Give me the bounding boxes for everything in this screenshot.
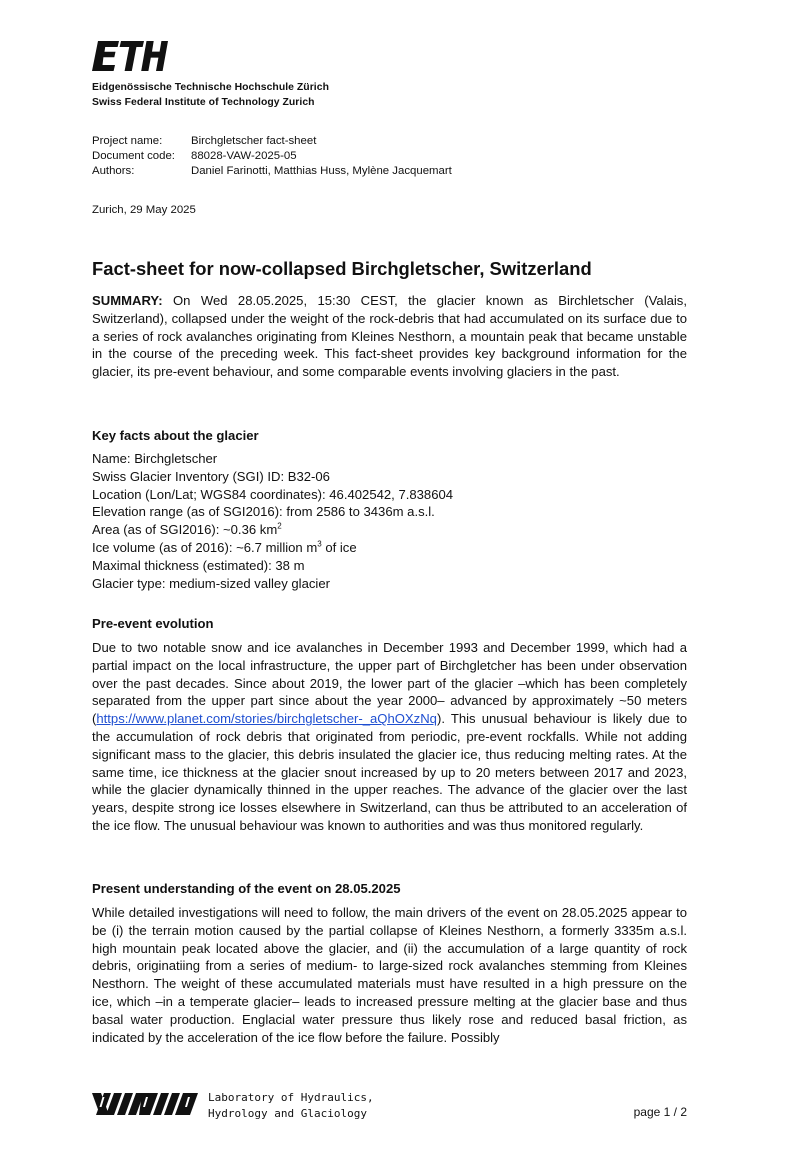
meta-row-project [92,134,452,149]
fact-sgi-id: Swiss Glacier Inventory (SGI) ID: B32-06 [92,468,330,484]
fact-area-text: Area (as of SGI2016): ~0.36 km [92,522,278,538]
meta-label: Project name: [92,135,163,147]
vaw-logo [92,1093,198,1115]
summary-paragraph [92,292,687,381]
lab-name-line2: Hydrology and Glaciology [208,1107,367,1120]
lab-name-line1: Laboratory of Hydraulics, [208,1091,374,1104]
planet-story-link[interactable]: https://www.planet.com/stories/birchgletscher-_aQhOXzNq [96,711,437,727]
meta-value: 88028-VAW-2025-05 [191,150,297,162]
document-meta [92,134,452,179]
meta-value: Daniel Farinotti, Matthias Huss, Mylène Jacquemart [191,165,452,177]
fact-area [92,521,453,539]
meta-row-authors [92,164,452,179]
institution-block [92,80,329,110]
pre-event-text-a: Due to two notable snow and ice avalanches in December 1993 and December 1999, which had a partial impact on the local infrastructure, the upper part of Birchgletcher has been under observation over the past decades. Since about 2019, the lower part of the glacier –which has been completely separated from the upper part since about the year 2000– advanced by approximately ~50 meters ( [92,640,687,727]
lab-name [208,1090,374,1122]
fact-location: Location (Lon/Lat; WGS84 coordinates): 46.402542, 7.838604 [92,486,454,502]
summary-text: On Wed 28.05.2025, 15:30 CEST, the glacier known as Birchletscher (Valais, Switzerland), collapsed under the weight of the rock-debris that had accumulated on its surface due to a series of rock avalanches originating from Kleines Nesthorn, a mountain peak that became unstable in the course of the preceding week. This fact-sheet provides key background information for the glacier, its pre-event behaviour, and some comparable events involving glaciers in the past. [92,293,687,380]
pre-event-text-b: ). This unusual behaviour is likely due to the accumulation of rock debris that originated from periodic, pre-event rockfalls. While not adding significant mass to the glacier, this debris insulated the glacier ice, thus reducing melting rates. At the same time, ice thickness at the glacier snout increased by up to 20 meters between 2017 and 2023, while the glacier dynamically thinned in the upper reaches. The advance of the glacier over the last years, despite strong ice losses elsewhere in Switzerland, can thus be attributed to an acceleration of the ice flow. The unusual behaviour was known to authorities and was thus monitored regularly. [92,711,687,833]
institution-name-en: Swiss Federal Institute of Technology Zurich [92,97,315,108]
pre-event-paragraph [92,639,687,835]
page-number: page 1 / 2 [633,1105,687,1119]
pre-event-heading: Pre-event evolution [92,616,214,631]
fact-volume-text: Ice volume (as of 2016): ~6.7 million m [92,539,318,555]
meta-label: Authors: [92,165,135,177]
document-date: Zurich, 29 May 2025 [92,204,196,216]
fact-volume [92,539,453,557]
summary-label: SUMMARY: [92,293,163,308]
fact-type: Glacier type: medium-sized valley glacier [92,575,330,591]
fact-name: Name: Birchgletscher [92,451,218,466]
key-facts-list [92,450,453,592]
present-paragraph: While detailed investigations will need to follow, the main drivers of the event on 28.05.2025 appear to be (i) the terrain motion caused by the partial collapse of Kleines Nesthorn, a formerly 3335m a.s.l. high mountain peak located above the glacier, and (ii) the accumulation of a large quantity of rock debris, originatiing from a series of medium- to large-sized rock avalanches stemming from Kleines Nesthorn. The weight of these accumulated materials must have resulted in a high pressure on the ice, which –in a temperate glacier– leads to increased pressure melting at the glacier base and thus basal water production. Englacial water pressure thus likely rose and reduced basal friction, as indicated by the acceleration of the ice flow before the failure. Possibly [92,905,687,1045]
meta-label: Document code: [92,150,175,162]
fact-thickness: Maximal thickness (estimated): 38 m [92,557,305,573]
present-heading: Present understanding of the event on 28.05.2025 [92,881,401,896]
page-title: Fact-sheet for now-collapsed Birchgletscher, Switzerland [92,258,592,279]
fact-volume-sup: 3 [317,539,322,549]
eth-logo [92,40,168,72]
fact-elevation: Elevation range (as of SGI2016): from 2586 to 3436m a.s.l. [92,504,435,520]
meta-row-code [92,149,452,164]
meta-value: Birchgletscher fact-sheet [191,135,317,147]
fact-area-sup: 2 [277,521,282,531]
institution-name-de: Eidgenössische Technische Hochschule Zürich [92,82,329,93]
fact-volume-tail: of ice [321,539,357,555]
key-facts-heading: Key facts about the glacier [92,428,259,443]
